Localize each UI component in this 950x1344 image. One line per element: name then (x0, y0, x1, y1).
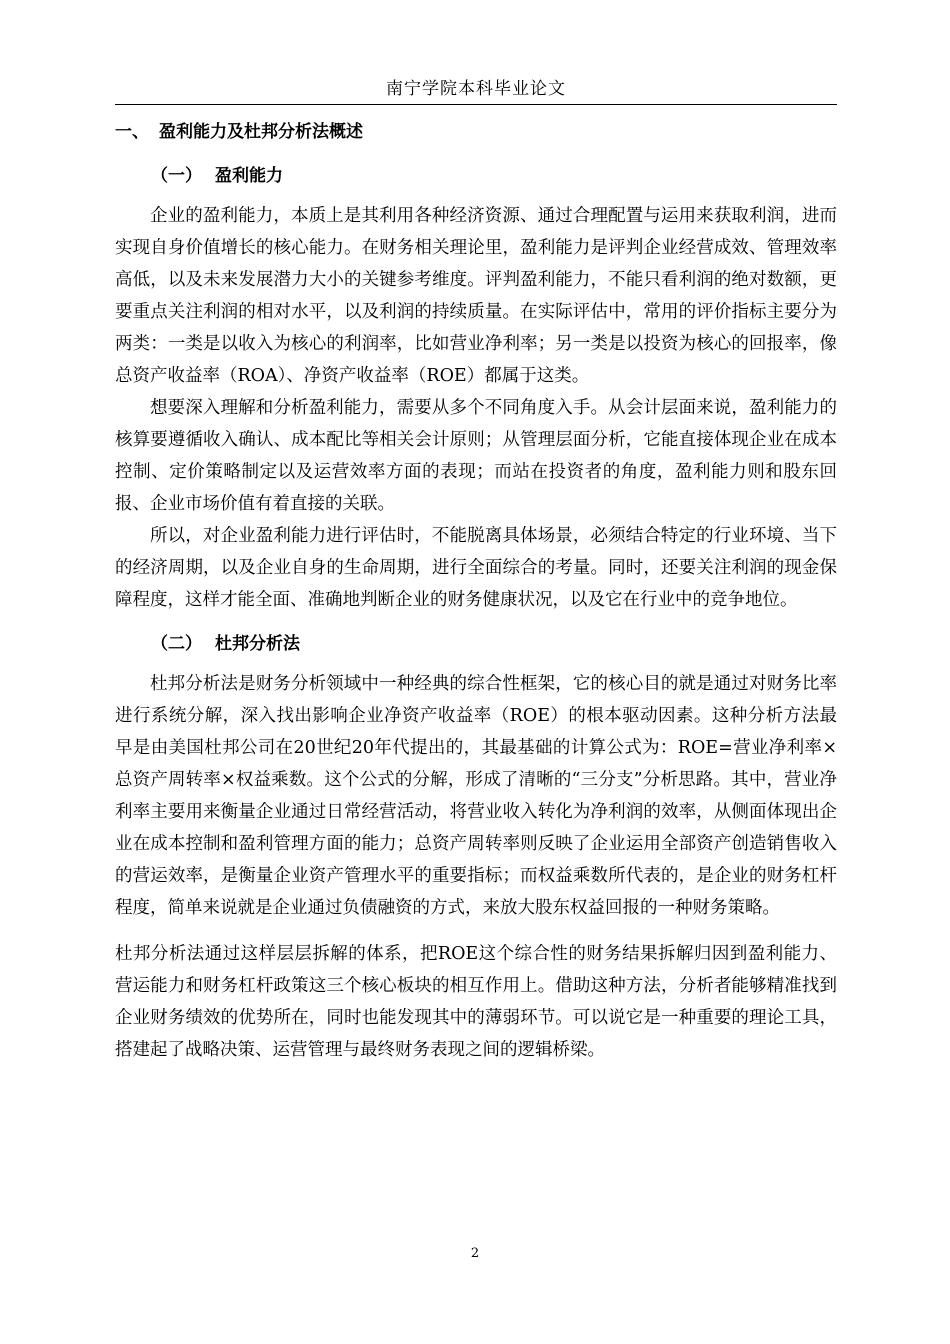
header-rule (115, 104, 837, 105)
subsection-number: （一） (151, 166, 202, 186)
body-paragraph: 杜邦分析法通过这样层层拆解的体系，把ROE这个综合性的财务结果拆解归因到盈利能力、营运能力和财务杠杆政策这三个核心板块的相互作用上。借助这种方法，分析者能够精准找到企业财务绩效的优势所在，同时也能发现其中的薄弱环节。可以说它是一种重要的理论工具，搭建起了战略决策、运营管理与最终财务表现之间的逻辑桥梁。 (115, 944, 837, 1060)
running-header: 南宁学院本科毕业论文 (386, 79, 566, 99)
section-title: 盈利能力及杜邦分析法概述 (159, 122, 363, 142)
page-number: 2 (470, 1246, 480, 1261)
page-body (115, 116, 837, 1066)
section-number: 一、 (115, 122, 149, 142)
body-paragraph: 企业的盈利能力，本质上是其利用各种经济资源、通过合理配置与运用来获取利润，进而实现自身价值增长的核心能力。在财务相关理论里，盈利能力是评判企业经营成效、管理效率高低，以及未来发展潜力大小的关键参考维度。评判盈利能力，不能只看利润的绝对数额，更要重点关注利润的相对水平，以及利润的持续质量。在实际评估中，常用的评价指标主要分为两类：一类是以收入为核心的利润率，比如营业净利率；另一类是以投资为核心的回报率，像总资产收益率（ROA）、净资产收益率（ROE）都属于这类。 (115, 206, 837, 386)
body-paragraph: 杜邦分析法是财务分析领域中一种经典的综合性框架，它的核心目的就是通过对财务比率进行系统分解，深入找出影响企业净资产收益率（ROE）的根本驱动因素。这种分析方法最早是由美国杜邦公司在20世纪20年代提出的，其最基础的计算公式为：ROE=营业净利率×总资产周转率×权益乘数。这个公式的分解，形成了清晰的“三分支”分析思路。其中，营业净利率主要用来衡量企业通过日常经营活动，将营业收入转化为净利润的效率，从侧面体现出企业在成本控制和盈利管理方面的能力；总资产周转率则反映了企业运用全部资产创造销售收入的营运效率，是衡量企业资产管理水平的重要指标；而权益乘数所代表的，是企业的财务杠杆程度，简单来说就是企业通过负债融资的方式，来放大股东权益回报的一种财务策略。 (115, 674, 837, 918)
subsection-title: 杜邦分析法 (215, 634, 300, 654)
subsection-title: 盈利能力 (215, 166, 283, 186)
body-paragraph: 所以，对企业盈利能力进行评估时，不能脱离具体场景，必须结合特定的行业环境、当下的经济周期，以及企业自身的生命周期，进行全面综合的考量。同时，还要关注利润的现金保障程度，这样才能全面、准确地判断企业的财务健康状况，以及它在行业中的竞争地位。 (115, 526, 837, 610)
body-paragraph: 想要深入理解和分析盈利能力，需要从多个不同角度入手。从会计层面来说，盈利能力的核算要遵循收入确认、成本配比等相关会计原则；从管理层面分析，它能直接体现企业在成本控制、定价策略制定以及运营效率方面的表现；而站在投资者的角度，盈利能力则和股东回报、企业市场价值有着直接的关联。 (115, 398, 837, 514)
subsection-heading-profitability (115, 160, 837, 192)
subsection-heading-dupont (115, 628, 837, 660)
subsection-number: （二） (151, 634, 202, 654)
section-heading (115, 116, 837, 148)
